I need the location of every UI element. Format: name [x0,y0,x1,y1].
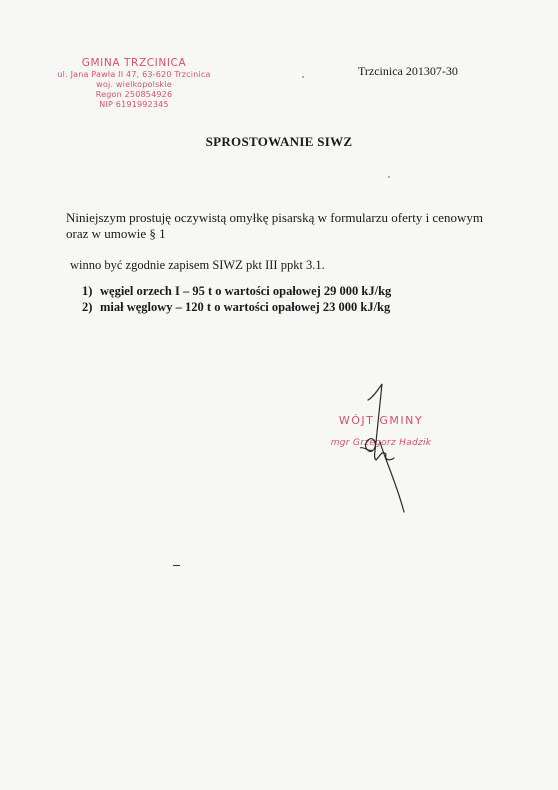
stamp-address: ul. Jana Pawła II 47, 63-620 Trzcinica [57,70,211,79]
stray-mark [173,565,180,566]
item-text: węgiel orzech I – 95 t o wartości opałowej 29 000 kJ/kg [100,284,392,298]
stamp-role: WÓJT GMINY [338,414,424,427]
municipality-stamp [52,58,216,110]
paper-speck [388,176,390,178]
stamp-nip: NIP 6191992345 [99,100,169,109]
list-item [82,299,391,315]
stamp-municipality-name: GMINA TRZCINICA [81,57,187,69]
item-number: 2) [82,300,93,314]
document-date: Trzcinica 201307-30 [358,64,458,78]
stamp-regon: Regon 250854926 [95,90,173,99]
correction-paragraph: Niniejszym prostuję oczywistą omyłkę pisarską w formularzu oferty i cenowym oraz w umowie § 1 [66,210,483,241]
document-title: SPROSTOWANIE SIWZ [205,134,353,149]
list-item [82,283,391,299]
stamp-person: mgr Grzegorz Hadzik [330,438,432,448]
item-text: miał węglowy – 120 t o wartości opałowej 23 000 kJ/kg [100,300,391,314]
stamp-region: woj. wielkopolskie [96,80,172,89]
correction-statement: winno być zgodnie zapisem SIWZ pkt III ppkt 3.1. [70,258,325,272]
handwritten-signature [320,382,460,522]
paper-speck [302,76,304,78]
items-list [82,283,391,315]
item-number: 1) [82,284,93,298]
